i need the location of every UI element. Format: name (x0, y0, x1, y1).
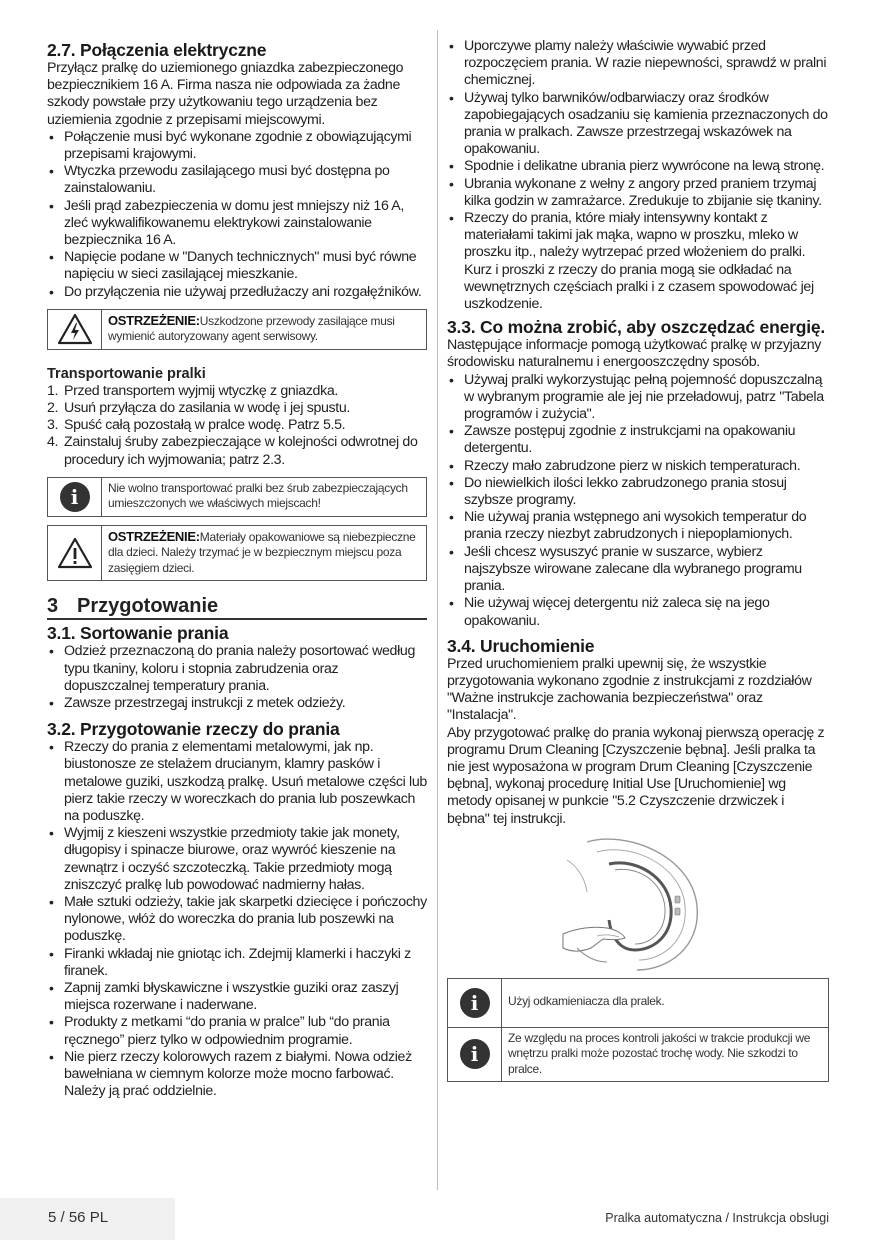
section-3-2-title: 3.2. Przygotowanie rzeczy do prania (47, 719, 340, 740)
document-title: Pralka automatyczna / Instrukcja obsługi (605, 1211, 829, 1225)
warning-label: OSTRZEŻENIE: (108, 312, 200, 328)
section-3-4-paragraph-2: Aby przygotować pralkę do prania wykonaj pierwszą operację z programu Drum Cleaning [Czyszczenie bębna]. Jeśli pralka ta nie jest wyposażona w program Drum Cleaning [Czyszczenie bębna], wykonaj procedurę Initial Use [Uruchomienie] wg metody opisanej w punkcie "5.2 Czyszczenie drzwiczek i bębna" tej instrukcji. (447, 724, 825, 827)
section-3-3-list (447, 372, 829, 630)
decalcifier-info-box (447, 978, 829, 1028)
list-item: • Do niewielkich ilości lekko zabrudzonego prania stosuj szybsze programy. (447, 475, 829, 509)
chapter-heading: 3 Przygotowanie (47, 595, 427, 620)
list-item: • Firanki wkładaj nie gniotąc ich. Zdejmij klamerki i haczyki z firanek. (47, 946, 427, 980)
list-item: • Rzeczy mało zabrudzone pierz w niskich temperaturach. (447, 458, 829, 475)
info-icon: i (448, 979, 502, 1027)
warning-text: Materiały opakowaniowe są niebezpieczne dla dzieci. Należy trzymać je w bezpiecznym miejscu poza zasięgiem dzieci. (108, 529, 416, 575)
list-item: • Zapnij zamki błyskawiczne i wszystkie guziki oraz zaszyj miejsca rozerwane i naderwane. (47, 980, 427, 1014)
section-3-4-title: 3.4. Uruchomienie (447, 635, 595, 656)
info-icon: i (448, 1028, 502, 1082)
list-item: • Nie pierz rzeczy kolorowych razem z białymi. Nowa odzież bawełniana w ciemnym kolorze może mocno farbować. Należy ją prać oddzielnie. (47, 1049, 427, 1101)
list-item: • Zawsze przestrzegaj instrukcji z metek odzieży. (47, 695, 427, 712)
list-item: • Zawsze postępuj zgodnie z instrukcjami na opakowaniu detergentu. (447, 423, 829, 457)
page-footer (0, 1198, 874, 1240)
left-column (47, 38, 427, 1100)
list-item: • Rzeczy do prania z elementami metalowymi, jak np. biustonosze ze stelażem drucianym, klamry pasków i metalowe guziki, uszkodzą pralkę. Usuń metalowe części lub pierz takie rzeczy w woreczkach do prania lub poszewkach na poduszkę. (47, 739, 427, 825)
list-item: • Używaj pralki wykorzystując pełną pojemność dopuszczalną w wybranym programie ale jej nie przeładowuj, patrz "Tabela programów i zużycia". (447, 372, 829, 424)
list-item: • Połączenie musi być wykonane zgodnie z obowiązującymi przepisami krajowymi. (47, 129, 427, 163)
list-item: • Nie używaj więcej detergentu niż zaleca się na jego opakowaniu. (447, 595, 829, 629)
electric-shock-warning-icon (48, 310, 102, 349)
section-2-7-title: 2.7. Połączenia elektryczne (47, 40, 267, 60)
section-2-7-list (47, 129, 427, 301)
info-text: Nie wolno transportować pralki bez śrub zabezpieczających umieszczonych we właściwych miejscach! (108, 480, 408, 511)
list-item: 3. Spuść całą pozostałą w pralce wodę. Patrz 5.5. (47, 417, 346, 434)
packaging-warning-box (47, 525, 427, 582)
info-text: Ze względu na proces kontroli jakości w trakcie produkcji we wnętrzu pralki może pozostać trochę wody. Nie szkodzi to pralce. (508, 1030, 811, 1076)
section-3-3-title: 3.3. Co można zrobić, aby oszczędzać energię. (447, 317, 826, 338)
list-item: • Rzeczy do prania, które miały intensywny kontakt z materiałami takimi jak mąka, wapno w proszku, mleko w proszku itp., należy wytrzepać przed włożeniem do pralki. Kurz i proszki z rzeczy do prania mogą sie odkładać na wewnętrznych częściach pralki i z czasem spowodować jej uszkodzenie. (447, 210, 829, 313)
section-3-2-list (47, 739, 427, 1100)
list-item: 1. Przed transportem wyjmij wtyczkę z gniazdka. (47, 382, 338, 399)
transport-steps (47, 383, 427, 469)
transport-info-box (47, 477, 427, 517)
transport-title: Transportowanie pralki (47, 365, 206, 382)
electric-warning-box (47, 309, 427, 350)
list-item: • Napięcie podane w "Danych technicznych" musi być równe napięciu w sieci zasilającej mieszkanie. (47, 249, 427, 283)
list-item: • Jeśli chcesz wysuszyć pranie w suszarce, wybierz najszybsze wirowane zalecane dla wybranego programu prania. (447, 544, 829, 596)
list-item: • Wyjmij z kieszeni wszystkie przedmioty takie jak monety, długopisy i spinacze biurowe, oraz wywróć kieszenie na zewnątrz i oczyść szczoteczką. Takie przedmioty mogą zniszczyć pralkę lub powodować nadmierny hałas. (47, 825, 427, 894)
section-3-3-intro: Następujące informacje pomogą użytkować pralkę w przyjazny środowisku naturalnemu i energooszczędny sposób. (447, 337, 821, 371)
warning-triangle-icon (48, 526, 102, 581)
water-info-box (447, 1028, 829, 1083)
section-3-1-title: 3.1. Sortowanie prania (47, 623, 229, 644)
list-item: 4. Zainstaluj śruby zabezpieczające w kolejności odwrotnej do procedury ich wyjmowania; patrz 2.3. (47, 434, 418, 468)
list-item: • Jeśli prąd zabezpieczenia w domu jest mniejszy niż 16 A, zleć wykwalifikowanemu elektrykowi zainstalowanie bezpiecznika 16 A. (47, 198, 427, 250)
list-item: • Używaj tylko barwników/odbarwiaczy oraz środków zapobiegających osadzaniu się kamienia przeznaczonych do prania w pralkach. Zawsze przestrzegaj wskazówek na opakowaniu. (447, 90, 829, 159)
right-column (447, 38, 829, 1082)
info-icon: i (48, 478, 102, 516)
list-item: • Wtyczka przewodu zasilającego musi być dostępna po zainstalowaniu. (47, 163, 427, 197)
list-item: • Odzież przeznaczoną do prania należy posortować według typu tkaniny, koloru i stopnia zabrudzenia oraz dopuszczalnej temperatury prania. (47, 643, 427, 695)
section-3-2-list-continued (447, 38, 829, 313)
section-3-1-list (47, 643, 427, 712)
list-item: • Uporczywe plamy należy właściwie wywabić przed rozpoczęciem prania. W razie niepewności, sprawdź w pralni chemicznej. (447, 38, 829, 90)
list-item: • Do przyłączenia nie używaj przedłużaczy ani rozgałęźników. (47, 284, 427, 301)
column-divider (437, 30, 438, 1190)
list-item: • Nie używaj prania wstępnego ani wysokich temperatur do prania rzeczy niezbyt zabrudzonych i niepoplamionych. (447, 509, 829, 543)
section-2-7-intro: Przyłącz pralkę do uziemionego gniazdka zabezpieczonego bezpiecznikiem 16 A. Firma nasza nie odpowiada za żadne szkody powstałe przy użytkowaniu tego urządzenia bez uziemienia zgodnie z przepisami miejscowymi. (47, 60, 404, 128)
warning-text: Uszkodzone przewody zasilające musi wymienić autoryzowany agent serwisowy. (108, 313, 395, 344)
list-item: • Spodnie i delikatne ubrania pierz wywrócone na lewą stronę. (447, 158, 829, 175)
list-item: • Produkty z metkami “do prania w pralce” lub “do prania ręcznego” pierz tylko w odpowiednim programie. (47, 1014, 427, 1048)
section-3-4-paragraph-1: Przed uruchomieniem pralki upewnij się, że wszystkie przygotowania wykonano zgodnie z instrukcjami z rozdziałów "Ważne instrukcje zachowania bezpieczeństwa" oraz "Instalacja". (447, 655, 812, 724)
list-item: 2. Usuń przyłącza do zasilania w wodę i jej spustu. (47, 400, 351, 417)
page-number: 5 / 56 PL (0, 1198, 175, 1240)
warning-label: OSTRZEŻENIE: (108, 528, 200, 544)
info-text: Użyj odkamieniacza dla pralek. (508, 994, 665, 1009)
washing-machine-door-illustration (557, 836, 707, 972)
list-item: • Ubrania wykonane z wełny z angory przed praniem trzymaj kilka godzin w zamrażarce. Zredukuje to zbijanie się tkaniny. (447, 176, 829, 210)
list-item: • Małe sztuki odzieży, takie jak skarpetki dziecięce i pończochy nylonowe, włóż do woreczka do prania lub poszewki na poduszkę. (47, 894, 427, 946)
